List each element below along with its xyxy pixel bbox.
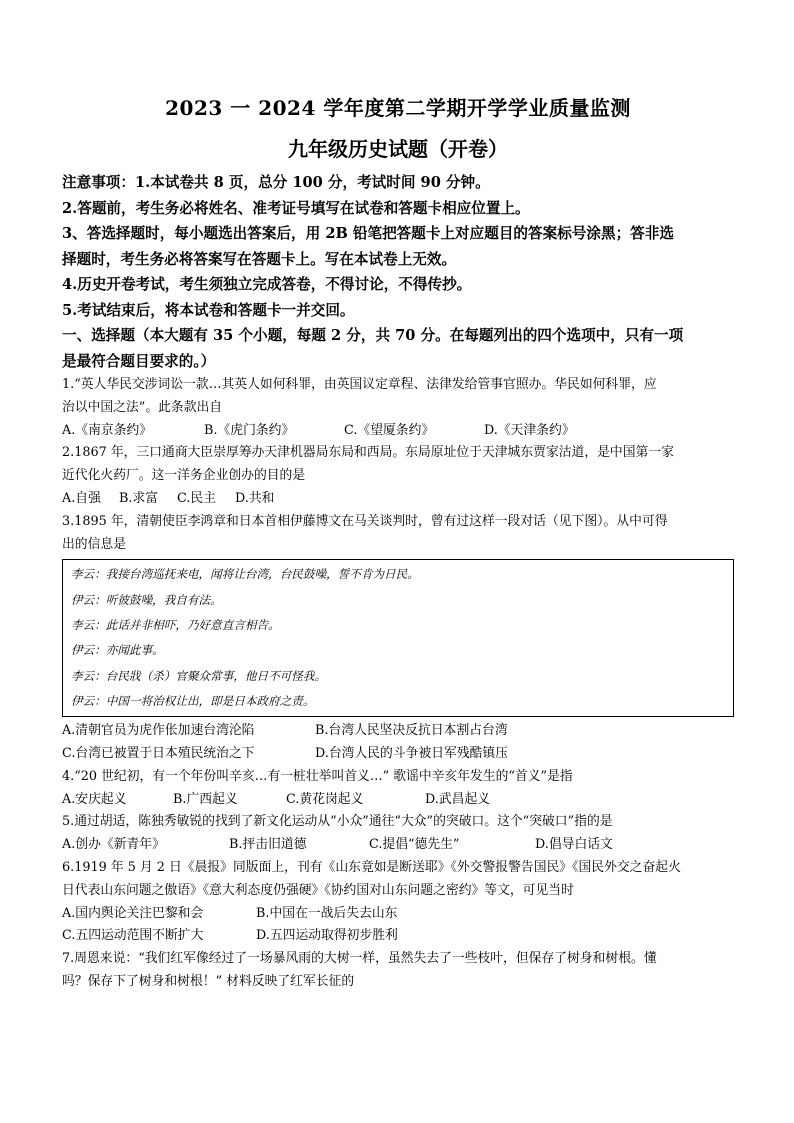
notice-line: 5.考试结束后，将本试卷和答题卡一并交回。 bbox=[62, 301, 355, 319]
option-b: B.广西起义 bbox=[173, 791, 238, 807]
question-4-stem: 4.“20 世纪初，有一个年份叫辛亥…有一桩壮举叫首义…” 歌谣中辛亥年发生的“首义”是指 bbox=[62, 768, 573, 784]
question-3-options bbox=[62, 720, 734, 743]
option-b: B.求富 bbox=[119, 490, 159, 506]
question-6-options bbox=[62, 903, 734, 926]
option-a: A.安庆起义 bbox=[62, 791, 127, 807]
option-c: C.提倡“德先生” bbox=[369, 837, 460, 853]
option-a: A.创办《新青年》 bbox=[62, 837, 165, 853]
option-d: D.五四运动取得初步胜利 bbox=[256, 928, 398, 944]
section-heading: 一、选择题（本大题有 35 个小题，每题 2 分，共 70 分。在每题列出的四个选项中，只有一项 bbox=[62, 327, 684, 344]
question-1-stem: 1.“英人华民交涉词讼一款…其英人如何科罪，由英国议定章程、法律发给管事官照办。华民如何科罪，应 bbox=[62, 377, 657, 392]
notice-line: 2.答题前，考生务必将姓名、准考证号填写在试卷和答题卡相应位置上。 bbox=[62, 199, 530, 217]
option-c: C.五四运动范围不断扩大 bbox=[62, 928, 204, 944]
notice-line: 择题时，考生务必将答案写在答题卡上。写在本试卷上无效。 bbox=[62, 250, 457, 268]
option-b: B.台湾人民坚决反抗日本割占台湾 bbox=[315, 723, 508, 739]
dialogue-line: 李云：我接台湾巡抚来电，闻将让台湾，台民鼓噪，誓不肯为日民。 bbox=[71, 567, 419, 582]
notice-line: 3、答选择题时，每小题选出答案后，用 2B 铅笔把答题卡上对应题目的答案标号涂黑；答非选 bbox=[62, 225, 674, 242]
dialogue-line: 李云：此话并非相吓，乃好意直言相告。 bbox=[71, 617, 280, 632]
question-2-stem: 2.1867 年，三口通商大臣崇厚筹办天津机器局东局和西局。东局原址位于天津城东贾家沽道，是中国第一家 bbox=[62, 445, 674, 461]
option-a: A.清朝官员为虎作伥加速台湾沦陷 bbox=[62, 723, 255, 739]
section-heading: 是最符合题目要求的。） bbox=[62, 352, 216, 370]
option-d: D.倡导白话文 bbox=[535, 837, 613, 853]
page-title: 2023 一 2024 学年度第二学期开学学业质量监测 bbox=[165, 96, 631, 120]
exam-page bbox=[62, 92, 734, 994]
question-7-stem: 7.周恩来说：“我们红军像经过了一场暴风雨的大树一样，虽然失去了一些枝叶，但保存了树身和树根。懂 bbox=[62, 951, 657, 967]
notice-line: 注意事项：1.本试卷共 8 页，总分 100 分，考试时间 90 分钟。 bbox=[62, 174, 490, 191]
question-6-stem: 6.1919 年 5 月 2 日《晨报》同版面上，刊有《山东竟如是断送耶》《外交警报警告国民》《国民外交之奋起火 bbox=[62, 859, 681, 875]
question-6-stem: 日代表山东问题之傲语》《意大利态度仍强硬》《协约国对山东问题之密约》等文，可见当时 bbox=[62, 882, 574, 898]
option-b: B.《虎门条约》 bbox=[204, 422, 295, 438]
option-a: A.自强 bbox=[62, 490, 101, 506]
question-6-options bbox=[62, 925, 734, 948]
option-b: B.抨击旧道德 bbox=[229, 837, 307, 853]
question-3-options bbox=[62, 743, 734, 766]
option-a: A.国内舆论关注巴黎和会 bbox=[62, 905, 204, 921]
question-7-stem: 吗？保存下了树身和树根！” 材料反映了红军长征的 bbox=[62, 973, 355, 989]
question-5-options bbox=[62, 834, 734, 857]
dialogue-line: 伊云：中国一将治权让出，即是日本政府之责。 bbox=[71, 693, 315, 708]
option-d: D.台湾人民的斗争被日军残酷镇压 bbox=[315, 745, 509, 761]
option-a: A.《南京条约》 bbox=[62, 422, 153, 438]
option-c: C.黄花岗起义 bbox=[286, 791, 364, 807]
page-subtitle: 九年级历史试题（开卷） bbox=[288, 137, 508, 161]
option-d: D.武昌起义 bbox=[425, 791, 491, 807]
question-1-options bbox=[62, 420, 734, 443]
question-1-stem: 治以中国之法”。此条款出自 bbox=[62, 399, 223, 415]
option-c: C.民主 bbox=[177, 490, 216, 506]
question-5-stem: 5.通过胡适，陈独秀敏锐的找到了新文化运动从“小众”通往“大众”的突破口。这个“突破口”指的是 bbox=[62, 814, 613, 830]
dialogue-line: 伊云：亦闻此事。 bbox=[71, 643, 164, 658]
option-d: D.《天津条约》 bbox=[484, 422, 575, 438]
question-2-options bbox=[62, 488, 734, 511]
dialogue-line: 伊云：听彼鼓噪，我自有法。 bbox=[71, 592, 222, 607]
notice-line: 4.历史开卷考试，考生须独立完成答卷，不得讨论，不得传抄。 bbox=[62, 276, 472, 293]
dialogue-box bbox=[62, 559, 734, 717]
option-c: C.《望厦条约》 bbox=[344, 422, 435, 438]
dialogue-line: 李云：台民戕（杀）官聚众常事，他日不可怪我。 bbox=[71, 668, 327, 683]
question-4-options bbox=[62, 789, 734, 812]
question-3-stem: 3.1895 年，清朝使臣李鸿章和日本首相伊藤博文在马关谈判时，曾有过这样一段对话（见下图）。从中可得 bbox=[62, 513, 668, 529]
question-3-stem: 出的信息是 bbox=[62, 536, 126, 552]
option-d: D.共和 bbox=[235, 490, 275, 506]
option-b: B.中国在一战后失去山东 bbox=[256, 905, 398, 921]
option-c: C.台湾已被置于日本殖民统治之下 bbox=[62, 745, 255, 761]
question-2-stem: 近代化火药厂。这一洋务企业创办的目的是 bbox=[62, 468, 306, 484]
